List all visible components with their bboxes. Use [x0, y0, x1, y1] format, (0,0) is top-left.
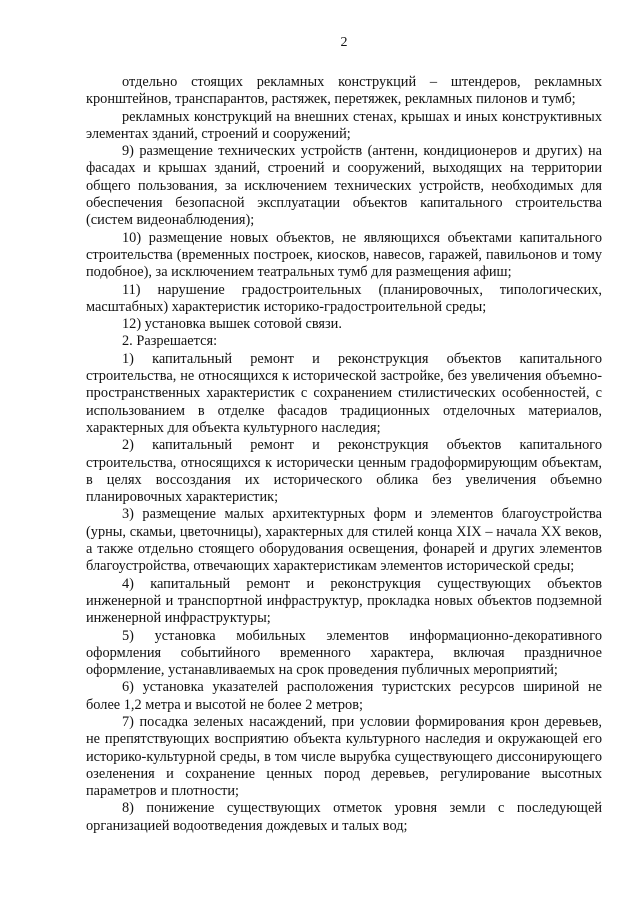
paragraph-item-10: 10) размещение новых объектов, не являющихся объектами капитального строительства (временных построек, киосков, навесов, гаражей, павильонов и тому подобное), за исключением театральных тумб для размещения афиш;: [86, 229, 602, 281]
page-number: 2: [340, 35, 348, 50]
paragraph-allowed-8: 8) понижение существующих отметок уровня земли с последующей организацией водоотведения дождевых и талых вод;: [86, 800, 602, 834]
paragraph-allowed-7: 7) посадка зеленых насаждений, при условии формирования крон деревьев, не препятствующих восприятию объекта культурного наследия и окружающей его историко-культурной среды, в том числе вырубка существующего диссонирующего озеленения и сохранение ценных пород деревьев, регулирование высотных параметров и плотности;: [86, 713, 602, 800]
paragraph-allowed-2: 2) капитальный ремонт и реконструкция объектов капитального строительства, относящихся к исторически ценным градоформирующим объектам, в целях воссоздания их исторического облика без увеличения объемно планировочных характеристик;: [86, 437, 602, 506]
paragraph-item-12: 12) установка вышек сотовой связи.: [122, 316, 342, 333]
paragraph-allowed-1: 1) капитальный ремонт и реконструкция объектов капитального строительства, не относящихся к исторической застройке, без увеличения объемно-пространственных характеристик с сохранением стилистических особенностей, с использованием в отделке фасадов традиционных отделочных материалов, характерных для объекта культурного наследия;: [86, 350, 602, 436]
paragraph-allowed-3: 3) размещение малых архитектурных форм и элементов благоустройства (урны, скамьи, цветочницы), характерных для стилей конца XIX – начала XX веков, а также отдельно стоящего оборудования освещения, фонарей и других элементов благоустройства, отвечающих характеристикам элементов исторической среды;: [86, 506, 602, 575]
paragraph-allowed-6: 6) установка указателей расположения туристских ресурсов шириной не более 1,2 метра и высотой не более 2 метров;: [86, 679, 602, 713]
paragraph-item-9: 9) размещение технических устройств (антенн, кондиционеров и других) на фасадах и крышах зданий, строений и сооружений, выходящих на территории общего пользования, за исключением технических устройств, необходимых для обеспечения безопасной эксплуатации объектов капитального строительства (систем видеонаблюдения);: [86, 143, 602, 229]
section-heading-allowed: 2. Разрешается:: [122, 333, 218, 350]
document-body: [86, 74, 602, 835]
paragraph-billboards: отдельно стоящих рекламных конструкций – штендеров, рекламных кронштейнов, транспарантов, растяжек, перетяжек, рекламных пилонов и тумб;: [86, 74, 602, 108]
paragraph-allowed-4: 4) капитальный ремонт и реконструкция существующих объектов инженерной и транспортной инфраструктур, прокладка новых объектов подземной инженерной инфраструктуры;: [86, 575, 602, 627]
paragraph-allowed-5: 5) установка мобильных элементов информационно-декоративного оформления событийного временного характера, включая праздничное оформление, устанавливаемых на срок проведения публичных мероприятий;: [86, 627, 602, 679]
paragraph-item-11: 11) нарушение градостроительных (планировочных, типологических, масштабных) характеристик историко-градостроительной среды;: [86, 281, 602, 315]
paragraph-wall-ads: рекламных конструкций на внешних стенах, крышах и иных конструктивных элементах зданий, строений и сооружений;: [86, 108, 602, 142]
